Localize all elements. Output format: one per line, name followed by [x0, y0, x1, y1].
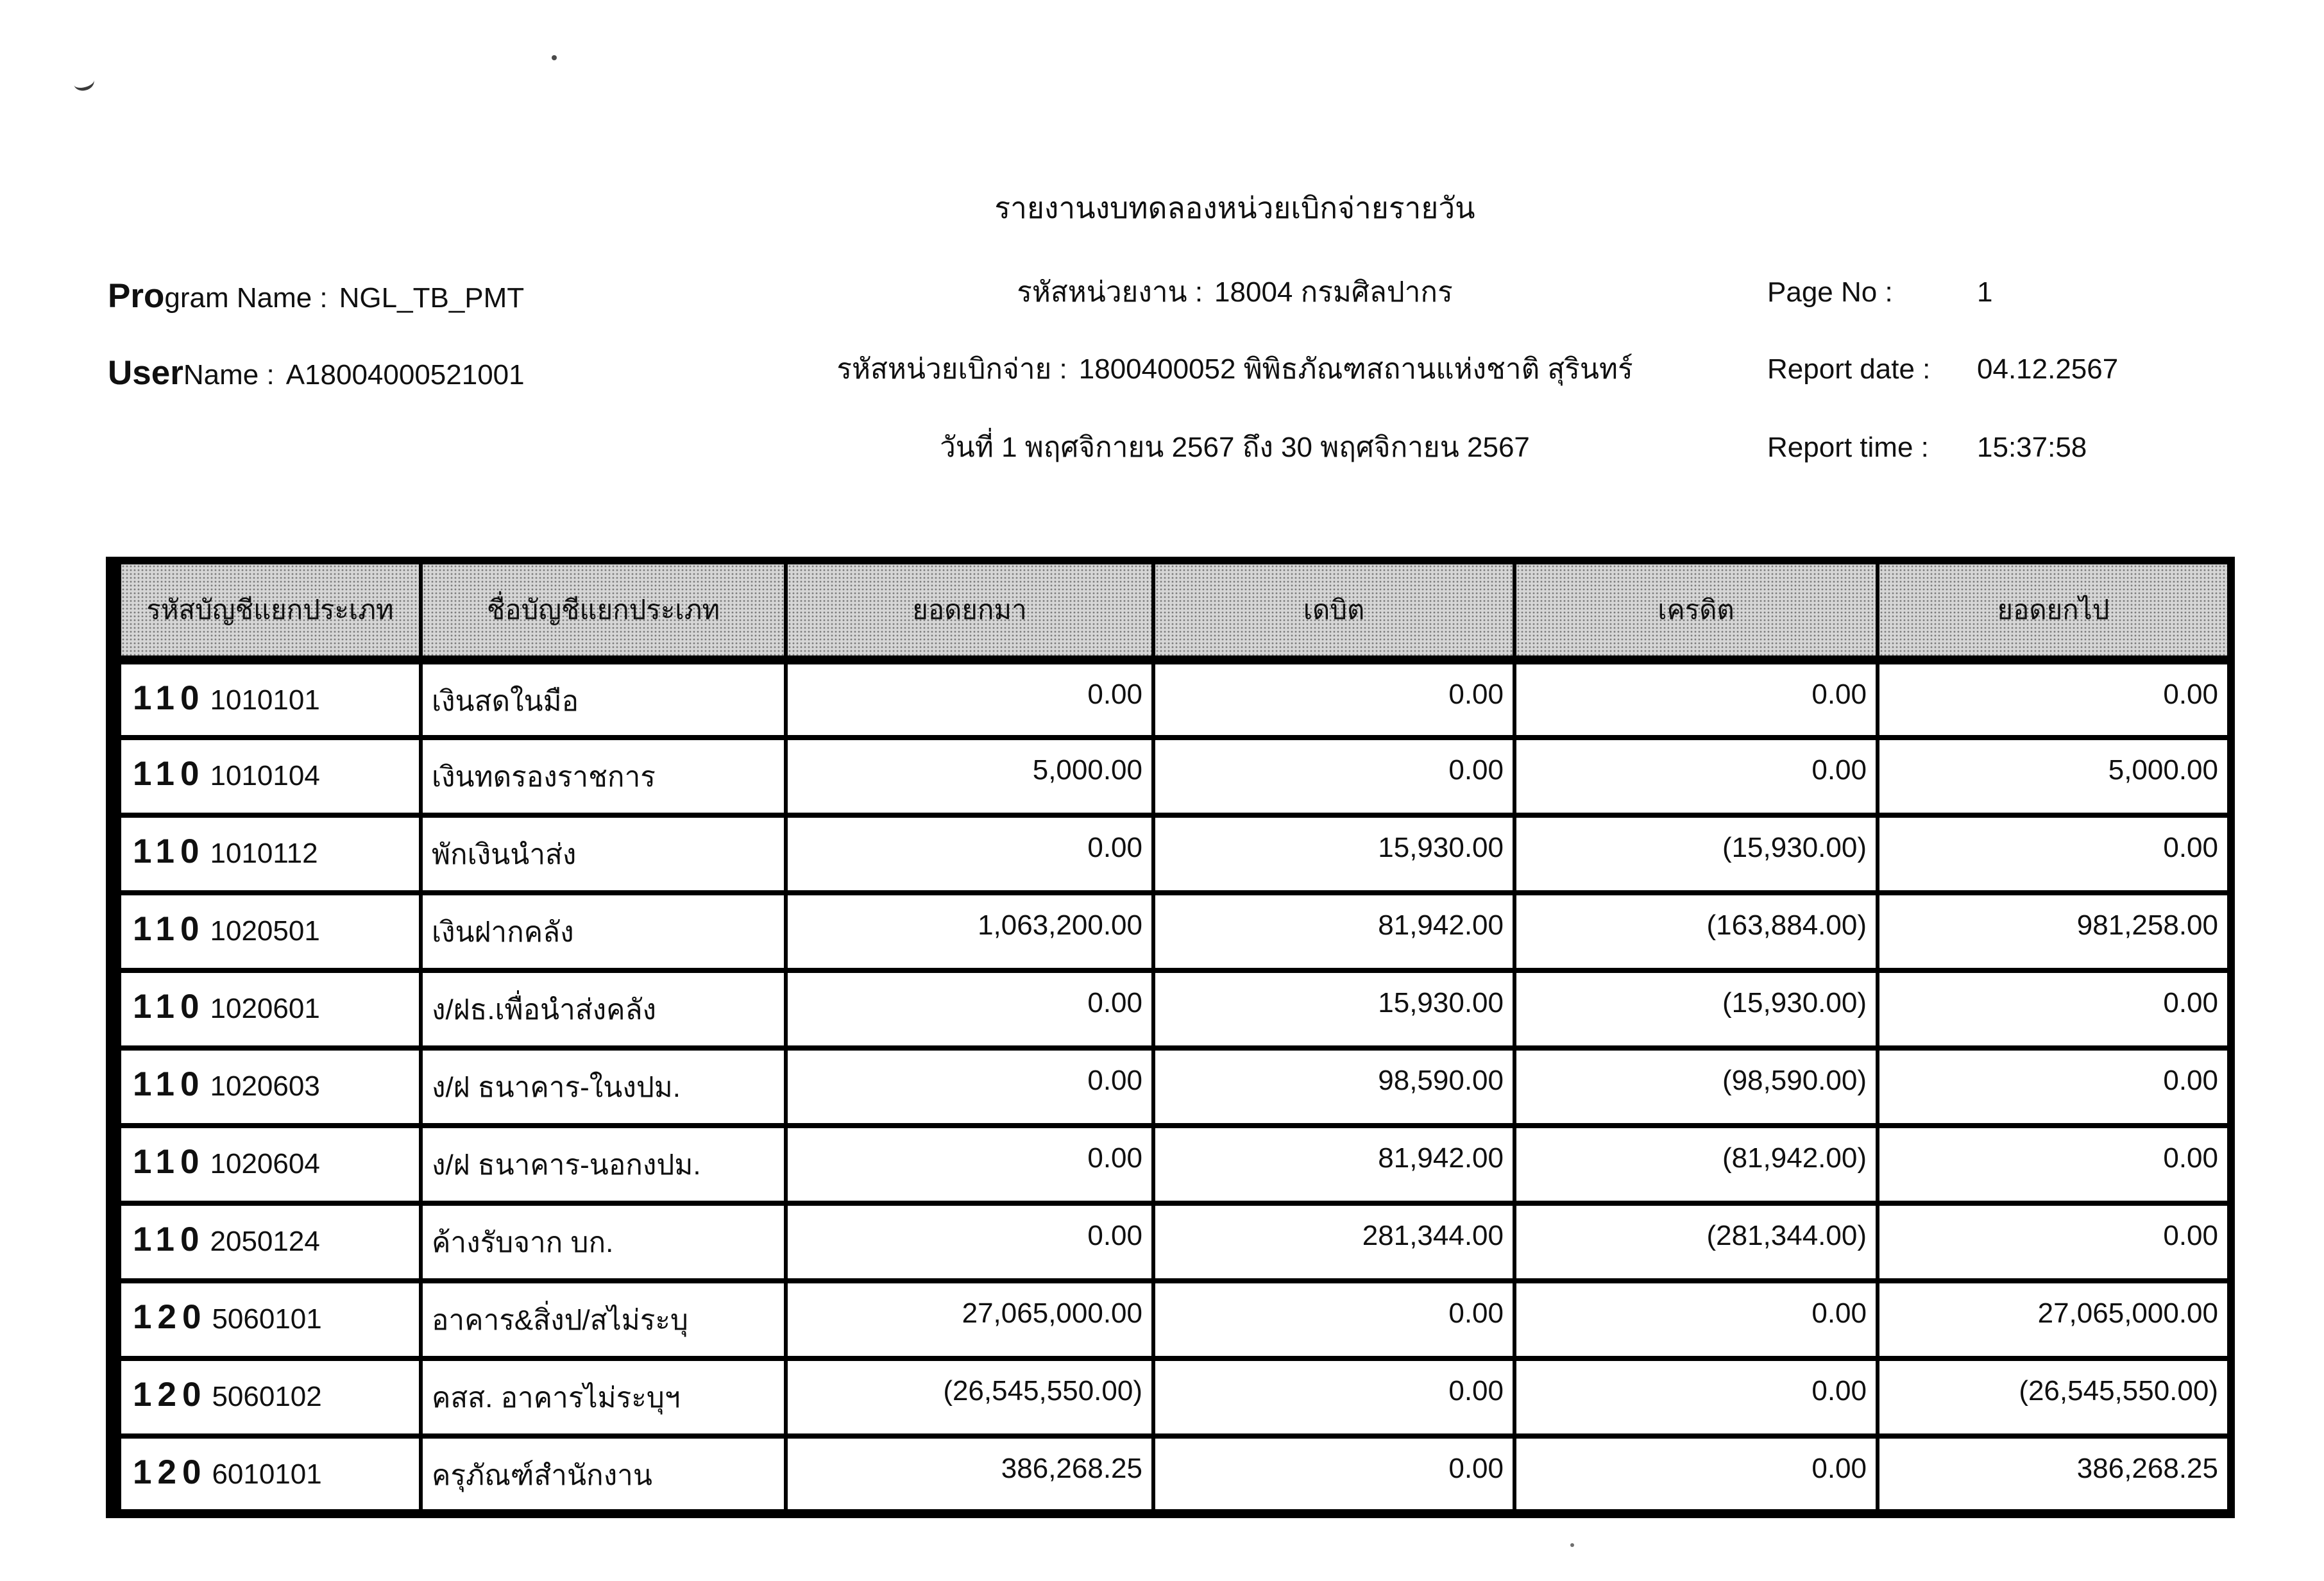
table-row: [114, 815, 2231, 893]
closing-balance-cell: 0.00: [1878, 660, 2231, 738]
scan-artifact: [74, 78, 96, 92]
credit-cell: 0.00: [1514, 738, 1878, 815]
closing-balance-cell: 0.00: [1878, 1048, 2231, 1126]
credit-cell: (15,930.00): [1514, 815, 1878, 893]
report-time-value: 15:37:58: [1977, 432, 2087, 463]
credit-cell: (163,884.00): [1514, 893, 1878, 970]
opening-balance-cell: (26,545,550.00): [786, 1358, 1153, 1436]
table-row: [114, 970, 2231, 1048]
account-name-cell: ครุภัณฑ์สำนักงาน: [421, 1436, 786, 1514]
report-title: รายงานงบทดลองหน่วยเบิกจ่ายรายวัน: [994, 191, 1475, 224]
disbursing-unit-value: 1800400052 พิพิธภัณฑสถานแห่งชาติ สุรินทร์: [1078, 353, 1633, 385]
table-row: [114, 1358, 2231, 1436]
account-code-cell: 110 1020604: [114, 1126, 421, 1203]
opening-balance-cell: 0.00: [786, 1203, 1153, 1281]
account-name-cell: พักเงินนำส่ง: [421, 815, 786, 893]
credit-cell: (98,590.00): [1514, 1048, 1878, 1126]
closing-balance-cell: 5,000.00: [1878, 738, 2231, 815]
agency-code-value: 18004 กรมศิลปากร: [1214, 276, 1453, 308]
credit-cell: 0.00: [1514, 1436, 1878, 1514]
credit-cell: 0.00: [1514, 1358, 1878, 1436]
account-code-cell: 120 5060102: [114, 1358, 421, 1436]
account-code-cell: 110 2050124: [114, 1203, 421, 1281]
user-name-label: UserName :: [108, 354, 275, 392]
debit-cell: 0.00: [1153, 660, 1514, 738]
opening-balance-cell: 5,000.00: [786, 738, 1153, 815]
table-row: [114, 1126, 2231, 1203]
account-name-cell: ค้างรับจาก บก.: [421, 1203, 786, 1281]
opening-balance-cell: 0.00: [786, 970, 1153, 1048]
report-date-value: 04.12.2567: [1977, 353, 2119, 385]
user-name-line: [108, 353, 525, 394]
opening-balance-cell: 0.00: [786, 815, 1153, 893]
opening-balance-cell: 386,268.25: [786, 1436, 1153, 1514]
page-no-value: 1: [1977, 276, 1993, 308]
report-date-label: Report date :: [1767, 353, 1931, 385]
closing-balance-cell: 386,268.25: [1878, 1436, 2231, 1514]
opening-balance-cell: 0.00: [786, 1126, 1153, 1203]
debit-cell: 15,930.00: [1153, 815, 1514, 893]
account-code-cell: 110 1020601: [114, 970, 421, 1048]
closing-balance-cell: 27,065,000.00: [1878, 1281, 2231, 1358]
agency-code-label: รหัสหน่วยงาน :: [1017, 276, 1203, 308]
account-code-cell: 120 6010101: [114, 1436, 421, 1514]
debit-cell: 0.00: [1153, 1281, 1514, 1358]
table-row: [114, 1436, 2231, 1514]
account-code-cell: 110 1020603: [114, 1048, 421, 1126]
credit-cell: 0.00: [1514, 1281, 1878, 1358]
table-row: [114, 1281, 2231, 1358]
account-code-cell: 110 1010112: [114, 815, 421, 893]
table-row: [114, 893, 2231, 970]
account-code-cell: 110 1020501: [114, 893, 421, 970]
debit-cell: 15,930.00: [1153, 970, 1514, 1048]
account-name-cell: ง/ฝ ธนาคาร-นอกงปม.: [421, 1126, 786, 1203]
credit-cell: (281,344.00): [1514, 1203, 1878, 1281]
closing-balance-cell: 981,258.00: [1878, 893, 2231, 970]
page-no-label: Page No :: [1767, 276, 1893, 308]
debit-cell: 281,344.00: [1153, 1203, 1514, 1281]
account-name-cell: คสส. อาคารไม่ระบุฯ: [421, 1358, 786, 1436]
debit-cell: 0.00: [1153, 1358, 1514, 1436]
table-row: [114, 738, 2231, 815]
col-header-account-code: รหัสบัญชีแยกประเภท: [114, 561, 421, 660]
table-row: [114, 1203, 2231, 1281]
program-name-label: Program Name :: [108, 277, 328, 315]
agency-code-line: [706, 276, 1764, 310]
closing-balance-cell: (26,545,550.00): [1878, 1358, 2231, 1436]
account-name-cell: เงินทดรองราชการ: [421, 738, 786, 815]
trial-balance-table: [106, 557, 2235, 1518]
credit-cell: (81,942.00): [1514, 1126, 1878, 1203]
debit-cell: 0.00: [1153, 738, 1514, 815]
col-header-opening-balance: ยอดยกมา: [786, 561, 1153, 660]
account-name-cell: ง/ฝธ.เพื่อนำส่งคลัง: [421, 970, 786, 1048]
table-body: [114, 660, 2231, 1514]
scan-artifact: [552, 55, 557, 60]
scan-artifact: [1570, 1543, 1574, 1547]
account-code-cell: 110 1010104: [114, 738, 421, 815]
debit-cell: 0.00: [1153, 1436, 1514, 1514]
table-row: [114, 1048, 2231, 1126]
credit-cell: 0.00: [1514, 660, 1878, 738]
account-name-cell: ง/ฝ ธนาคาร-ในงปม.: [421, 1048, 786, 1126]
col-header-debit: เดบิต: [1153, 561, 1514, 660]
col-header-account-name: ชื่อบัญชีแยกประเภท: [421, 561, 786, 660]
program-name-line: [108, 276, 524, 317]
account-code-cell: 110 1010101: [114, 660, 421, 738]
table-row: [114, 660, 2231, 738]
account-name-cell: เงินฝากคลัง: [421, 893, 786, 970]
closing-balance-cell: 0.00: [1878, 815, 2231, 893]
col-header-closing-balance: ยอดยกไป: [1878, 561, 2231, 660]
opening-balance-cell: 0.00: [786, 1048, 1153, 1126]
closing-balance-cell: 0.00: [1878, 1203, 2231, 1281]
debit-cell: 81,942.00: [1153, 1126, 1514, 1203]
debit-cell: 98,590.00: [1153, 1048, 1514, 1126]
date-range: วันที่ 1 พฤศจิกายน 2567 ถึง 30 พฤศจิกายน 2567: [940, 432, 1530, 463]
closing-balance-cell: 0.00: [1878, 1126, 2231, 1203]
col-header-credit: เครดิต: [1514, 561, 1878, 660]
account-name-cell: อาคาร&สิ่งป/สไม่ระบุ: [421, 1281, 786, 1358]
account-name-cell: เงินสดในมือ: [421, 660, 786, 738]
program-name-value: NGL_TB_PMT: [339, 282, 525, 314]
disbursing-unit-line: [706, 353, 1764, 387]
opening-balance-cell: 27,065,000.00: [786, 1281, 1153, 1358]
closing-balance-cell: 0.00: [1878, 970, 2231, 1048]
disbursing-unit-label: รหัสหน่วยเบิกจ่าย :: [836, 353, 1067, 385]
report-time-label: Report time :: [1767, 432, 1929, 463]
user-name-value: A18004000521001: [285, 359, 525, 391]
credit-cell: (15,930.00): [1514, 970, 1878, 1048]
debit-cell: 81,942.00: [1153, 893, 1514, 970]
table-header-row: [114, 561, 2231, 660]
account-code-cell: 120 5060101: [114, 1281, 421, 1358]
opening-balance-cell: 0.00: [786, 660, 1153, 738]
opening-balance-cell: 1,063,200.00: [786, 893, 1153, 970]
